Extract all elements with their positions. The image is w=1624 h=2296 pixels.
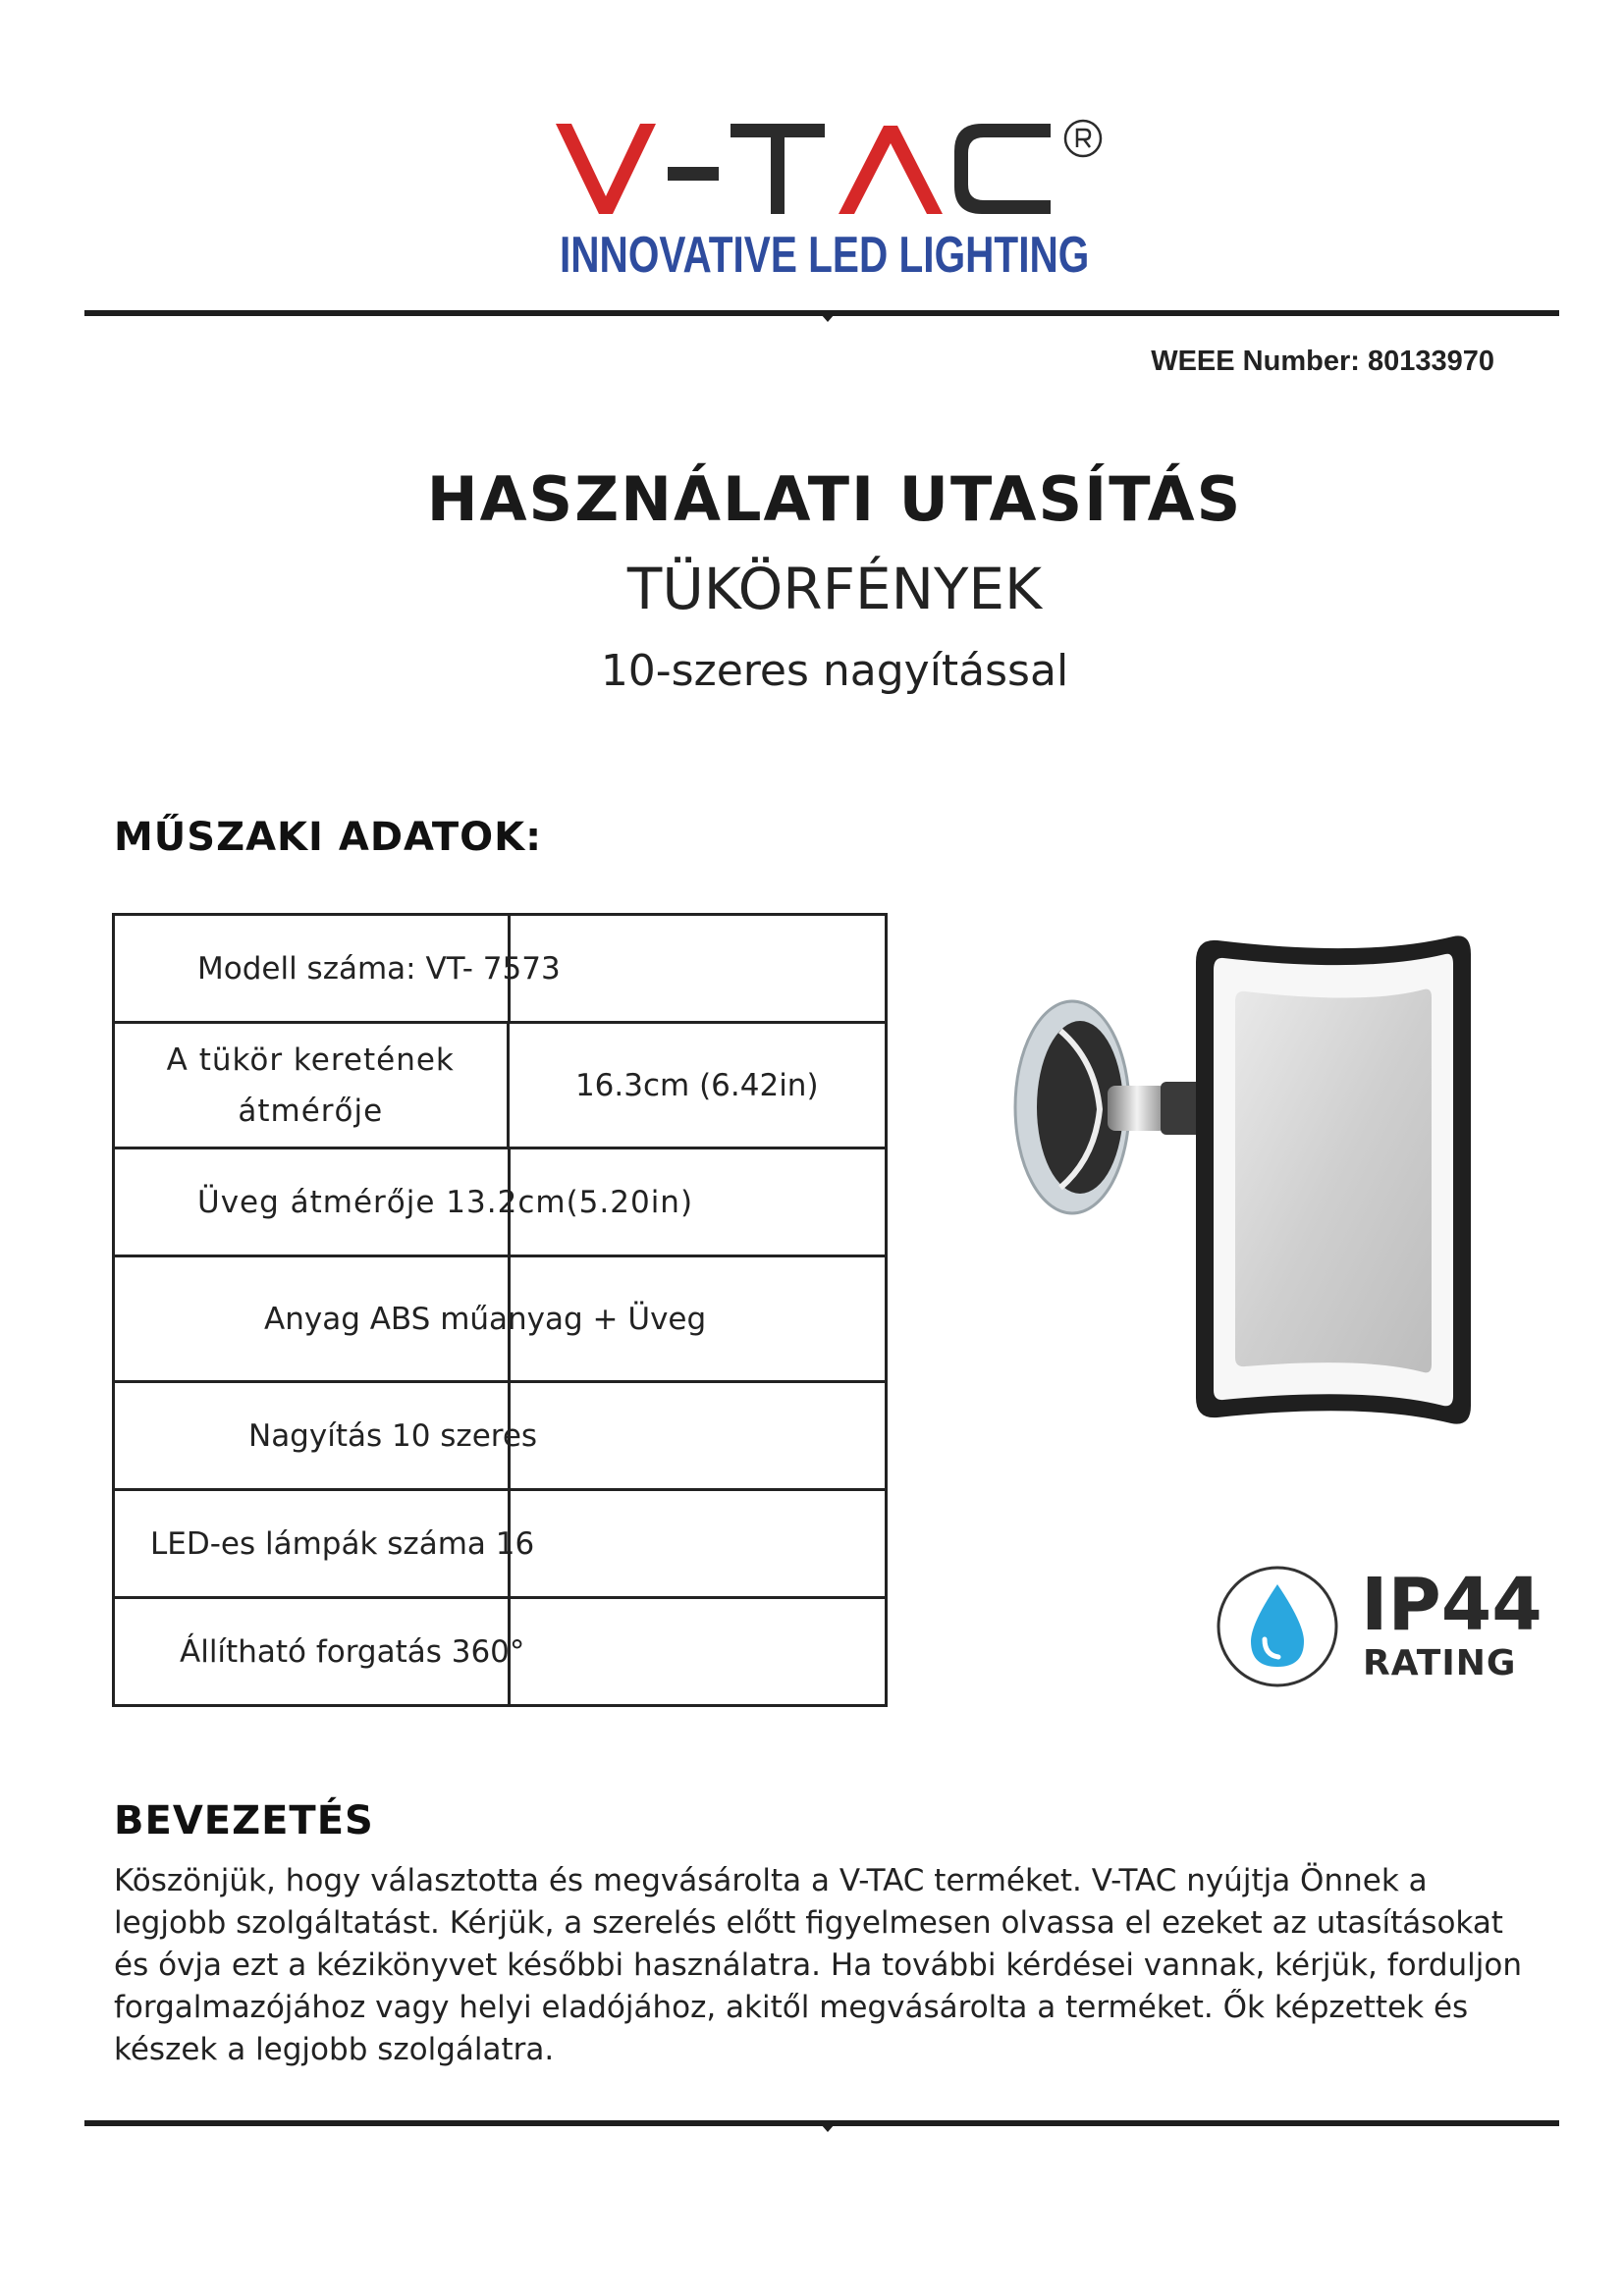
table-row xyxy=(114,1148,887,1256)
table-row xyxy=(114,915,887,1023)
spec-cell xyxy=(114,1148,887,1256)
spec-led-count: LED-es lámpák száma 16 xyxy=(150,1525,535,1562)
specs-table xyxy=(112,913,888,1707)
table-row xyxy=(114,1382,887,1490)
spec-cell xyxy=(114,1490,887,1598)
intro-heading: BEVEZETÉS xyxy=(114,1798,374,1843)
page-subtitle: TÜKÖRFÉNYEK xyxy=(626,556,1043,622)
page-title: HASZNÁLATI UTASÍTÁS xyxy=(426,463,1243,535)
spec-cell xyxy=(114,915,887,1023)
ip-code: IP44 xyxy=(1361,1563,1543,1647)
vtac-logo-mark xyxy=(550,116,1060,224)
bottom-divider xyxy=(84,2120,1559,2126)
ip-rating-label: RATING xyxy=(1363,1643,1517,1683)
page-subtitle-secondary: 10-szeres nagyítással xyxy=(600,646,1069,696)
table-row xyxy=(114,1256,887,1382)
weee-value: 80133970 xyxy=(1367,346,1494,377)
table-row xyxy=(114,1490,887,1598)
table-row xyxy=(114,1023,887,1148)
weee-label: WEEE Number xyxy=(1151,346,1351,377)
spec-glass: Üveg átmérője 13.2cm(5.20in) xyxy=(197,1184,694,1220)
spec-cell xyxy=(114,1598,887,1706)
spec-cell xyxy=(114,1382,887,1490)
spec-frame-label-line1: A tükör keretének xyxy=(166,1041,455,1078)
weee-separator: : xyxy=(1350,346,1360,377)
brand-tagline: INNOVATIVE LED LIGHTING xyxy=(560,227,1090,284)
table-row xyxy=(114,1598,887,1706)
spec-model: Modell száma: VT- 7573 xyxy=(197,950,561,987)
spec-material: Anyag ABS műanyag + Üveg xyxy=(264,1301,707,1337)
spec-rotation: Állítható forgatás 360° xyxy=(180,1633,525,1670)
spec-label-cell xyxy=(114,1023,509,1148)
spec-magnification: Nagyítás 10 szeres xyxy=(248,1417,538,1454)
ip44-badge xyxy=(1214,1563,1543,1690)
spec-value-cell xyxy=(508,1023,886,1148)
registered-icon xyxy=(1060,116,1106,161)
spec-frame-value: 16.3cm (6.42in) xyxy=(574,1067,819,1103)
mirror-product-image xyxy=(992,903,1483,1453)
brand-logo xyxy=(550,116,1100,293)
weee-number xyxy=(1151,346,1494,378)
spec-frame-label-line2: átmérője xyxy=(238,1093,384,1129)
specs-heading: MŰSZAKI ADATOK: xyxy=(114,815,543,860)
water-drop-icon xyxy=(1214,1563,1341,1690)
top-divider xyxy=(84,310,1559,316)
intro-paragraph: Köszönjük, hogy választotta és megvásárolta a V-TAC terméket. V-TAC nyújtja Önnek a legjobb szolgáltatást. Kérjük, a szerelés előtt figyelmesen olvassa el ezeket az utasításokat és óvja ezt a kézikönyvet későbbi használatra. Ha további kérdései vannak, kérjük, forduljon forgalmazójához vagy helyi eladójához, akitől megvásárolta a terméket. Ők képzettek és készek a legjobb szolgálatra. xyxy=(114,1863,1523,2067)
spec-cell xyxy=(114,1256,887,1382)
